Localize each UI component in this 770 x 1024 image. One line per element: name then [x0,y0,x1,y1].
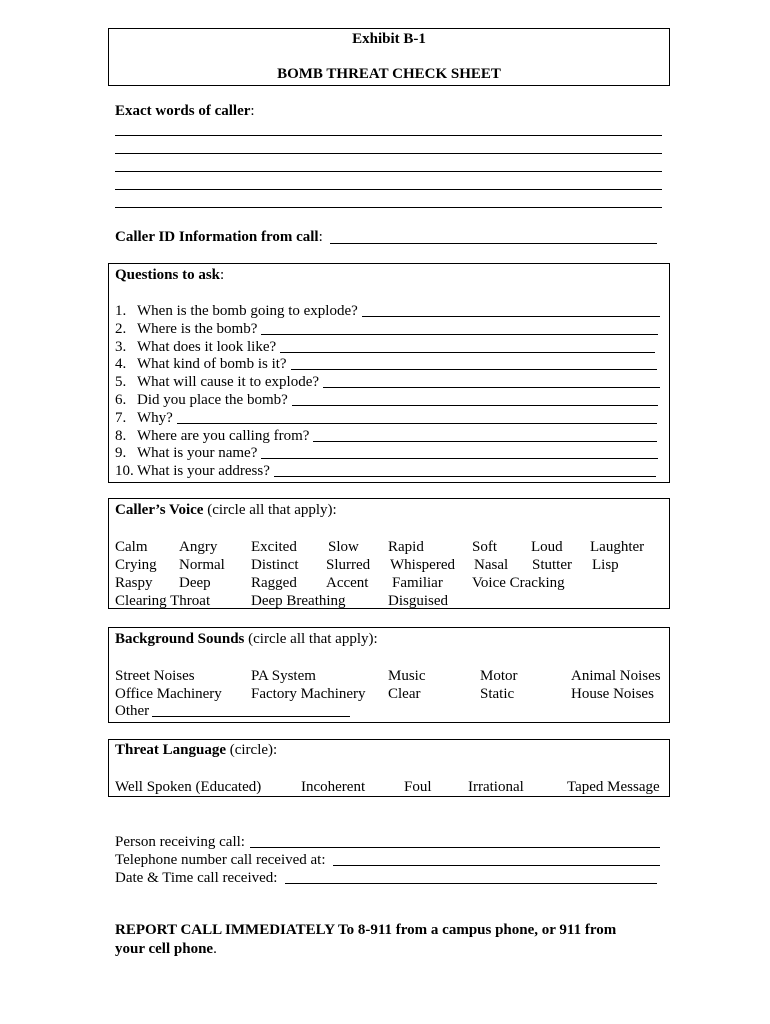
background-option[interactable]: Street Noises [115,668,195,684]
background-option[interactable]: Motor [480,668,518,684]
question-text: What is your name? [137,445,258,462]
caller-id-line[interactable] [330,243,657,244]
question-text: What does it look like? [137,338,277,355]
report-line-2 [115,941,217,958]
question-text: What will cause it to explode? [137,374,320,391]
voice-heading [115,502,337,519]
question-item [115,338,276,356]
background-option[interactable]: Clear [388,686,421,702]
report-line-2-text: your cell phone [115,941,214,957]
answer-line[interactable] [261,458,658,459]
question-text: Where is the bomb? [137,320,258,337]
background-option[interactable]: Animal Noises [571,668,661,684]
report-period: . [213,941,217,957]
question-item [115,302,358,320]
threat-heading [115,742,277,759]
answer-line[interactable] [362,316,660,317]
voice-option[interactable]: Rapid [388,539,424,555]
exact-words-line-1[interactable] [115,135,662,136]
answer-line[interactable] [323,387,660,388]
exhibit-label: Exhibit B-1 [352,31,426,47]
date-time-label: Date & Time call received: [115,870,278,886]
voice-option[interactable]: Lisp [592,557,619,573]
exact-words-label: Exact words of caller [115,103,251,119]
background-other-line[interactable] [152,716,350,717]
answer-line[interactable] [261,334,658,335]
background-option[interactable]: Music [388,668,426,684]
question-number: 5. [115,374,127,391]
voice-option[interactable]: Excited [251,539,297,555]
question-number: 6. [115,392,127,408]
question-text: Did you place the bomb? [137,392,288,408]
voice-option[interactable]: Slurred [326,557,371,573]
voice-option[interactable]: Crying [115,557,157,573]
questions-heading [115,267,224,284]
exact-words-heading [115,103,255,120]
answer-line[interactable] [292,405,658,406]
header-box [108,28,670,86]
question-number: 7. [115,409,127,426]
question-item [115,462,270,480]
question-item [115,391,288,409]
background-option[interactable]: Static [480,686,515,702]
background-label: Background Sounds [115,631,245,647]
voice-option[interactable]: Loud [531,539,563,555]
exact-words-line-2[interactable] [115,153,662,154]
person-receiving-label: Person receiving call: [115,834,245,850]
voice-option[interactable]: Whispered [390,557,455,573]
answer-line[interactable] [280,352,655,353]
question-number: 4. [115,356,127,373]
question-item [115,444,257,462]
question-item [115,373,319,391]
voice-option[interactable]: Calm [115,539,148,555]
voice-label: Caller’s Voice [115,502,204,518]
voice-option[interactable]: Stutter [532,557,572,573]
background-option[interactable]: Office Machinery [115,686,222,702]
threat-option[interactable]: Well Spoken (Educated) [115,779,262,795]
answer-line[interactable] [177,423,657,424]
voice-option[interactable]: Voice Cracking [472,575,565,591]
voice-option[interactable]: Slow [328,539,359,555]
question-text: What kind of bomb is it? [137,356,287,373]
exact-words-line-5[interactable] [115,207,662,208]
question-number: 3. [115,338,127,355]
threat-option[interactable]: Irrational [468,779,524,795]
threat-label: Threat Language [115,742,226,758]
questions-label: Questions to ask [115,267,221,283]
question-text: What is your address? [137,463,270,480]
background-other-label: Other [115,703,150,719]
question-item [115,355,287,373]
questions-colon: : [220,267,225,283]
voice-option[interactable]: Raspy [115,575,153,591]
background-heading [115,631,378,648]
question-item [115,409,173,427]
question-number: 8. [115,427,127,444]
voice-option[interactable]: Accent [326,575,369,591]
report-line-1: REPORT CALL IMMEDIATELY To 8-911 from a campus phone, or 911 from [115,922,617,938]
exact-words-line-4[interactable] [115,189,662,190]
voice-option[interactable]: Laughter [590,539,645,555]
question-item [115,427,309,445]
caller-id-label: Caller ID Information from call [115,229,319,245]
question-number: 10. [115,463,134,480]
exact-words-line-3[interactable] [115,171,662,172]
date-time-line[interactable] [285,883,657,884]
question-text: Where are you calling from? [137,427,310,444]
telephone-number-line[interactable] [333,865,660,866]
answer-line[interactable] [274,476,656,477]
question-number: 2. [115,320,127,337]
question-number: 9. [115,445,127,462]
voice-option[interactable]: Distinct [251,557,299,573]
exact-words-colon: : [250,103,255,119]
voice-option[interactable]: Nasal [474,557,509,573]
answer-line[interactable] [291,369,657,370]
caller-id-heading [115,229,323,246]
person-receiving-line[interactable] [250,847,660,848]
question-text: Why? [137,409,173,426]
voice-option[interactable]: Clearing Throat [115,593,211,609]
page-title: BOMB THREAT CHECK SHEET [277,66,501,82]
voice-option[interactable]: Ragged [251,575,297,591]
telephone-number-label: Telephone number call received at: [115,852,326,868]
background-option[interactable]: House Noises [571,686,654,702]
threat-note: (circle): [225,742,278,758]
voice-note: (circle all that apply): [203,502,337,518]
answer-line[interactable] [313,441,657,442]
threat-option[interactable]: Taped Message [567,779,660,795]
question-item [115,320,257,338]
voice-option[interactable]: Disguised [388,593,448,609]
caller-id-colon: : [318,229,323,245]
voice-option[interactable]: Soft [472,539,498,555]
voice-option[interactable]: Normal [179,557,225,573]
background-note: (circle all that apply): [244,631,378,647]
voice-option[interactable]: Familiar [392,575,443,591]
background-option[interactable]: Factory Machinery [251,686,366,702]
question-number: 1. [115,303,127,319]
threat-option[interactable]: Foul [404,779,432,795]
voice-option[interactable]: Deep Breathing [251,593,346,609]
background-option[interactable]: PA System [251,668,316,684]
voice-option[interactable]: Angry [179,539,218,555]
voice-option[interactable]: Deep [179,575,211,591]
threat-option[interactable]: Incoherent [301,779,366,795]
question-text: When is the bomb going to explode? [137,303,358,319]
